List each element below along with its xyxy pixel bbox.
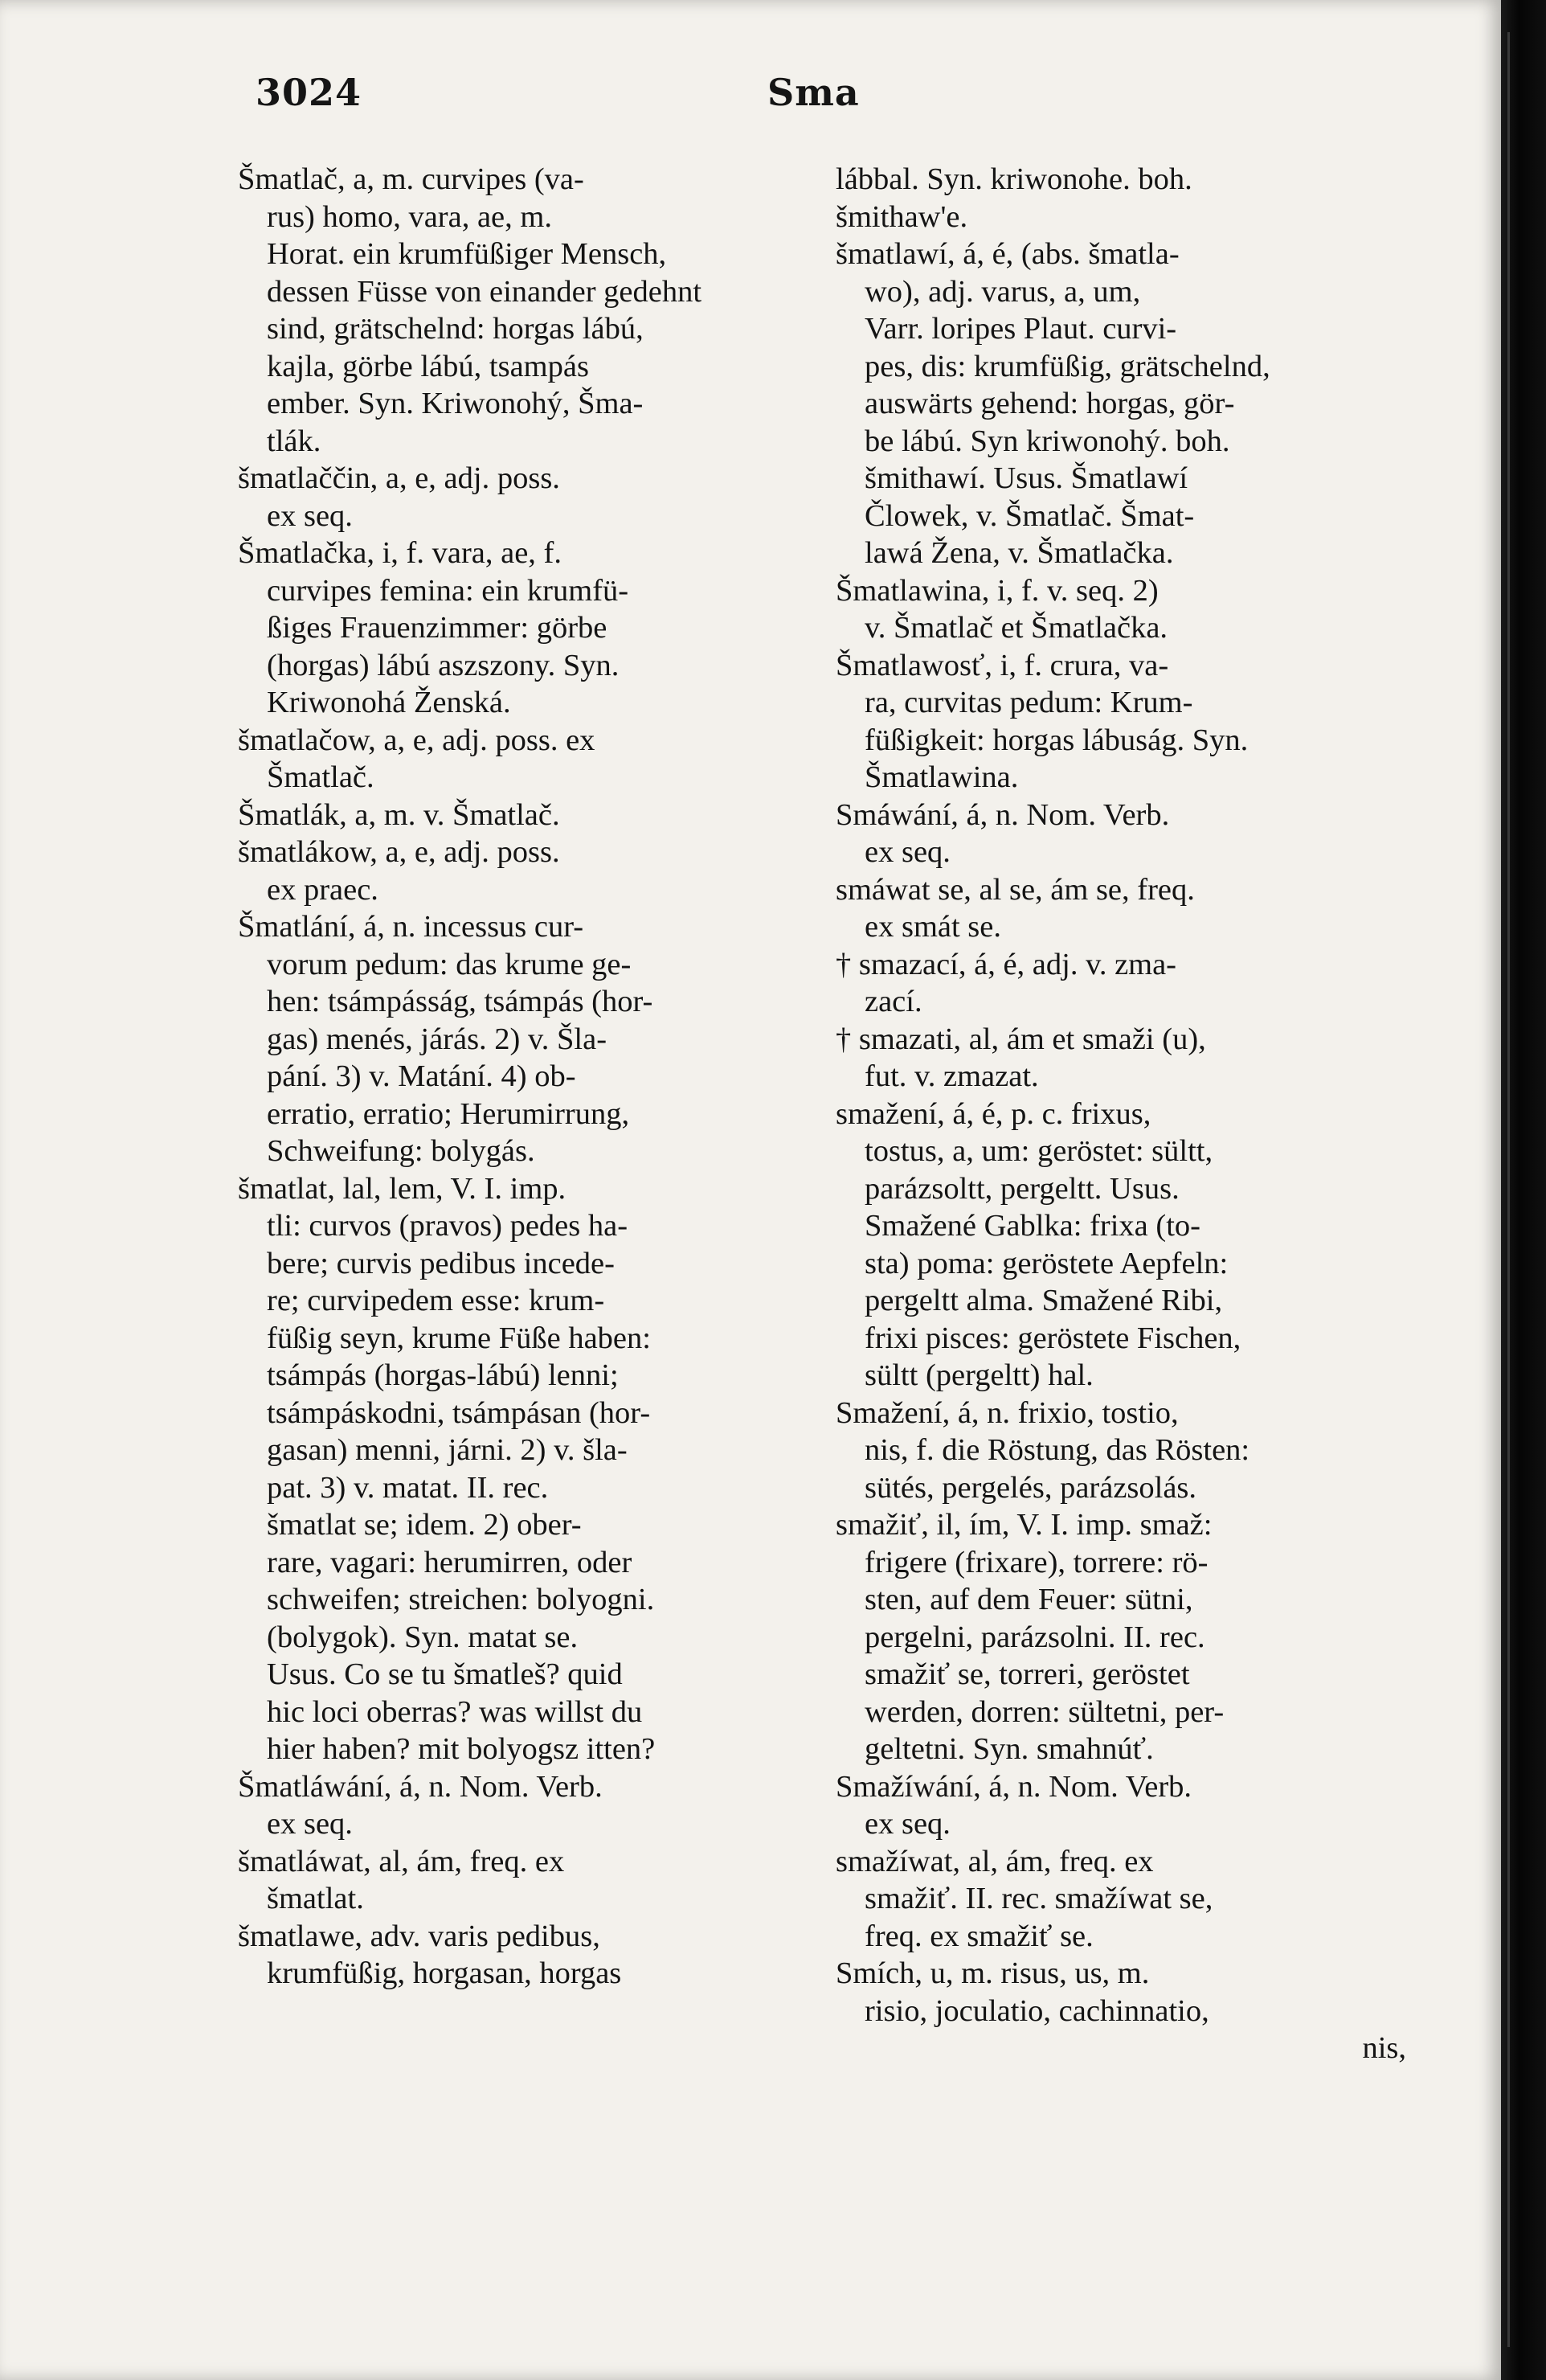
text-line: auswärts gehend: horgas, gör- xyxy=(865,387,1235,420)
right-column xyxy=(836,161,1406,2067)
text-line: ex smát se. xyxy=(865,910,1001,944)
text-line: pergelni, parázsolni. II. rec. xyxy=(865,1620,1205,1654)
text-line: smažíwat, al, ám, freq. ex xyxy=(836,1844,1154,1878)
text-line: nis, xyxy=(1362,2031,1406,2065)
text-line: wo), adj. varus, a, um, xyxy=(865,274,1141,309)
text-line: re; curvipedem esse: krum- xyxy=(267,1284,605,1317)
text-line: smažiť se, torreri, geröstet xyxy=(865,1657,1190,1691)
running-head: Sma xyxy=(767,71,860,114)
text-line: pes, dis: krumfüßig, grätschelnd, xyxy=(865,349,1270,383)
text-line: lábbal. Syn. kriwonohe. boh. xyxy=(836,162,1192,196)
text-line: Šmatlák, a, m. v. Šmatlač. xyxy=(238,797,560,832)
text-line: frigere (frixare), torrere: rö- xyxy=(865,1545,1209,1579)
text-line: Smažení, á, n. frixio, tostio, xyxy=(836,1395,1179,1430)
text-line: sten, auf dem Feuer: sütni, xyxy=(865,1583,1193,1616)
text-line: Smáwání, á, n. Nom. Verb. xyxy=(836,797,1170,832)
text-line: šmatlačow, a, e, adj. poss. ex xyxy=(238,723,595,757)
text-line: (bolygok). Syn. matat se. xyxy=(267,1620,579,1654)
text-line: be lábú. Syn kriwonohý. boh. xyxy=(865,424,1230,458)
left-column xyxy=(238,161,810,1993)
text-line: ex praec. xyxy=(267,872,378,907)
text-line: Šmatláwání, á, n. Nom. Verb. xyxy=(238,1769,603,1804)
text-line: pání. 3) v. Matání. 4) ob- xyxy=(267,1059,576,1093)
text-line: smažiť. II. rec. smažíwat se, xyxy=(865,1882,1213,1915)
text-line: smažiť, il, ím, V. I. imp. smaž: xyxy=(836,1508,1213,1542)
text-line: Šmatlawina, i, f. v. seq. 2) xyxy=(836,573,1159,608)
text-line: rus) homo, vara, ae, m. xyxy=(267,199,552,234)
text-line: freq. ex smažiť se. xyxy=(865,1919,1094,1953)
text-line: Člowek, v. Šmatlač. Šmat- xyxy=(865,498,1195,533)
text-line: hier haben? mit bolyogsz itten? xyxy=(267,1732,656,1766)
text-line: tostus, a, um: geröstet: sültt, xyxy=(865,1134,1213,1168)
text-line: gas) menés, járás. 2) v. Šla- xyxy=(267,1022,607,1056)
text-line: šmatlaččin, a, e, adj. poss. xyxy=(238,461,560,495)
text-line: Šmatlač, a, m. curvipes (va- xyxy=(238,162,584,196)
text-line: sütés, pergelés, parázsolás. xyxy=(865,1470,1197,1505)
text-line: šmatlat, lal, lem, V. I. imp. xyxy=(238,1171,566,1206)
text-line: parázsoltt, pergeltt. Usus. xyxy=(865,1171,1180,1206)
text-line: Kriwonohá Ženská. xyxy=(267,686,511,719)
text-line: Šmatlač. xyxy=(267,760,374,794)
text-line: vorum pedum: das krume ge- xyxy=(267,947,632,981)
text-line: ember. Syn. Kriwonohý, Šma- xyxy=(267,387,644,420)
text-line: šmatlákow, a, e, adj. poss. xyxy=(238,835,560,869)
text-line: lawá Žena, v. Šmatlačka. xyxy=(865,536,1174,570)
text-line: sültt (pergeltt) hal. xyxy=(865,1358,1094,1392)
text-line: gasan) menni, járni. 2) v. šla- xyxy=(267,1433,628,1467)
text-line: zací. xyxy=(865,985,922,1018)
text-line: Horat. ein krumfüßiger Mensch, xyxy=(267,237,667,271)
text-line: pat. 3) v. matat. II. rec. xyxy=(267,1470,549,1505)
text-line: šmatlawí, á, é, (abs. šmatla- xyxy=(836,237,1180,271)
text-line: tli: curvos (pravos) pedes ha- xyxy=(267,1209,628,1243)
text-line: hic loci oberras? was willst du xyxy=(267,1694,643,1729)
text-line: smažení, á, é, p. c. frixus, xyxy=(836,1096,1151,1131)
text-line: nis, f. die Röstung, das Rösten: xyxy=(865,1433,1250,1467)
text-line: šmatlat se; idem. 2) ober- xyxy=(267,1508,582,1542)
text-line: šmithaw'e. xyxy=(836,199,968,234)
text-line: werden, dorren: sültetni, per- xyxy=(865,1694,1225,1729)
binding-edge-line xyxy=(1507,32,1510,2347)
text-line: šmithawí. Usus. Šmatlawí xyxy=(865,461,1188,495)
text-line: tsámpás (horgas-lábú) lenni; xyxy=(267,1358,619,1392)
text-line: tsámpáskodni, tsámpásan (hor- xyxy=(267,1395,651,1430)
text-line: risio, joculatio, cachinnatio, xyxy=(865,1993,1209,2028)
text-line: tlák. xyxy=(267,424,321,458)
text-line: Varr. loripes Plaut. curvi- xyxy=(865,312,1177,346)
text-line: ex seq. xyxy=(865,1807,951,1841)
text-line: Šmatlawosť, i, f. crura, va- xyxy=(836,648,1169,682)
text-line: bere; curvis pedibus incede- xyxy=(267,1246,615,1280)
text-line: Usus. Co se tu šmatleš? quid xyxy=(267,1657,623,1691)
text-line: šmatlawe, adv. varis pedibus, xyxy=(238,1919,600,1953)
text-line: füßig seyn, krume Füße haben: xyxy=(267,1321,651,1355)
text-line: schweifen; streichen: bolyogni. xyxy=(267,1583,655,1616)
text-line: curvipes femina: ein krumfü- xyxy=(267,573,629,608)
text-line: fut. v. zmazat. xyxy=(865,1059,1039,1093)
text-line: Šmatlání, á, n. incessus cur- xyxy=(238,910,584,944)
text-line: Smažíwání, á, n. Nom. Verb. xyxy=(836,1769,1192,1804)
text-line: ex seq. xyxy=(267,1807,353,1841)
text-line: Smích, u, m. risus, us, m. xyxy=(836,1956,1150,1990)
text-line: ex seq. xyxy=(865,835,951,869)
text-line: Schweifung: bolygás. xyxy=(267,1134,535,1168)
text-line: † smazací, á, é, adj. v. zma- xyxy=(836,947,1177,981)
text-line: erratio, erratio; Herumirrung, xyxy=(267,1096,630,1131)
text-line: kajla, görbe lábú, tsampás xyxy=(267,349,589,383)
text-line: frixi pisces: geröstete Fischen, xyxy=(865,1321,1241,1355)
text-line: ra, curvitas pedum: Krum- xyxy=(865,686,1193,719)
text-line: sta) poma: geröstete Aepfeln: xyxy=(865,1246,1229,1280)
text-line: v. Šmatlač et Šmatlačka. xyxy=(865,611,1168,645)
text-line: šmatlat. xyxy=(267,1882,364,1915)
text-line: rare, vagari: herumirren, oder xyxy=(267,1545,632,1579)
text-line: smáwat se, al se, ám se, freq. xyxy=(836,872,1195,907)
text-line: sind, grätschelnd: horgas lábú, xyxy=(267,312,644,346)
text-line: Šmatlawina. xyxy=(865,760,1019,794)
text-line: hen: tsámpásság, tsámpás (hor- xyxy=(267,985,653,1018)
text-line: krumfüßig, horgasan, horgas xyxy=(267,1956,622,1990)
text-line: geltetni. Syn. smahnúť. xyxy=(865,1732,1154,1766)
text-line: šmatláwat, al, ám, freq. ex xyxy=(238,1844,565,1878)
page-number: 3024 xyxy=(256,71,362,114)
text-line: Smažené Gablka: frixa (to- xyxy=(865,1209,1200,1243)
text-line: Šmatlačka, i, f. vara, ae, f. xyxy=(238,536,562,570)
text-line: † smazati, al, ám et smaži (u), xyxy=(836,1022,1206,1056)
text-line: füßigkeit: horgas lábuság. Syn. xyxy=(865,723,1249,757)
text-line: dessen Füsse von einander gedehnt xyxy=(267,274,702,309)
text-line: ex seq. xyxy=(267,498,353,533)
text-line: ßiges Frauenzimmer: görbe xyxy=(267,611,607,645)
text-line: (horgas) lábú aszszony. Syn. xyxy=(267,648,620,682)
text-line: pergeltt alma. Smažené Ribi, xyxy=(865,1284,1223,1317)
